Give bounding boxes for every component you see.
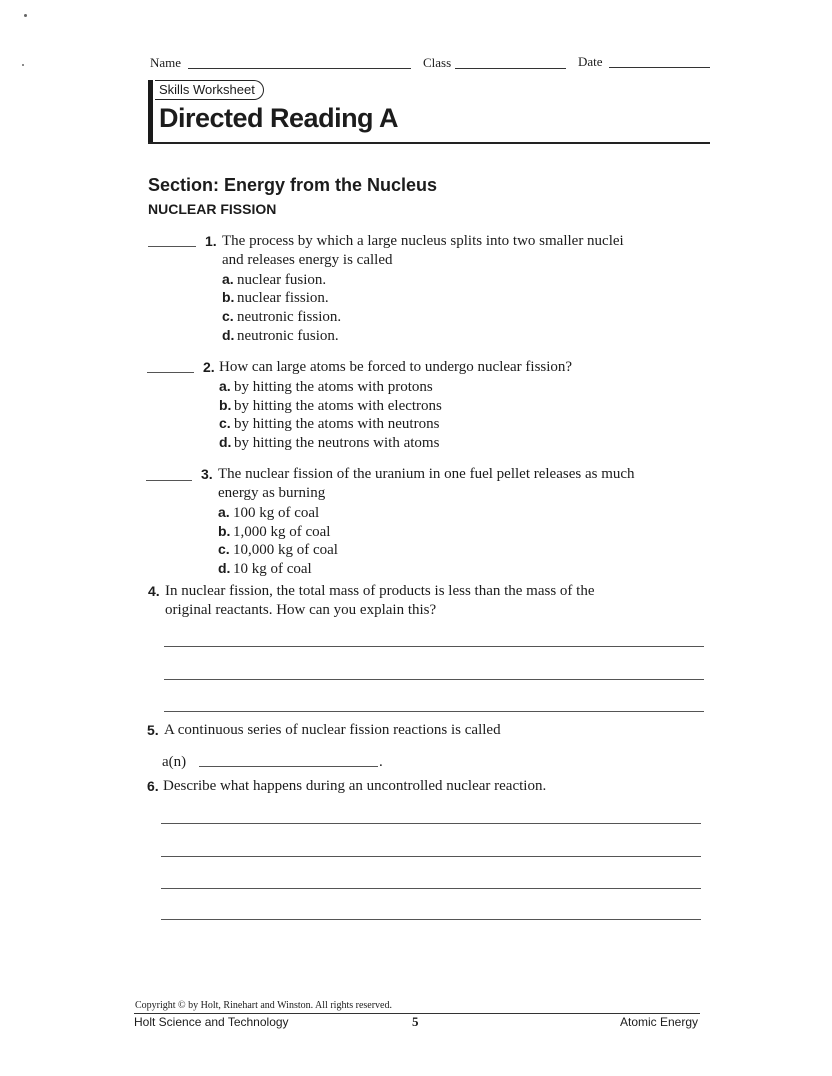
answer-blank-1[interactable] bbox=[148, 246, 196, 247]
option-a bbox=[222, 270, 326, 290]
answer-line[interactable] bbox=[161, 856, 701, 857]
option-letter: d. bbox=[219, 434, 232, 450]
title-underline bbox=[148, 142, 710, 144]
section-heading: Section: Energy from the Nucleus bbox=[148, 175, 438, 195]
option-b bbox=[219, 396, 442, 416]
question-number: 5. bbox=[147, 722, 159, 738]
option-letter: d. bbox=[218, 560, 231, 576]
scan-speck bbox=[22, 64, 24, 66]
question-number: 3. bbox=[201, 466, 213, 482]
footer-book-title: Holt Science and Technology bbox=[134, 1015, 289, 1029]
question-text: In nuclear fission, the total mass of products is less than the mass of the bbox=[165, 583, 595, 599]
name-field[interactable] bbox=[188, 68, 411, 69]
option-b bbox=[222, 288, 329, 308]
option-letter: a. bbox=[219, 378, 231, 394]
option-d bbox=[218, 559, 312, 579]
option-letter: b. bbox=[218, 523, 231, 539]
section-subheading: NUCLEAR FISSION bbox=[148, 201, 277, 217]
page-number: 5 bbox=[412, 1014, 419, 1029]
page-title: Directed Reading A bbox=[159, 103, 399, 133]
option-d bbox=[222, 326, 339, 346]
answer-line[interactable] bbox=[161, 823, 701, 824]
answer-line[interactable] bbox=[164, 646, 704, 647]
question-number: 4. bbox=[148, 583, 160, 599]
question-number: 6. bbox=[147, 778, 159, 794]
answer-line[interactable] bbox=[161, 888, 701, 889]
option-text: 1,000 kg of coal bbox=[233, 524, 331, 540]
class-label: Class bbox=[423, 55, 452, 70]
option-letter: d. bbox=[222, 327, 235, 343]
question-text: How can large atoms be forced to undergo nuclear fission? bbox=[219, 359, 573, 375]
footer-chapter-title: Atomic Energy bbox=[620, 1015, 699, 1029]
option-c bbox=[222, 307, 341, 327]
question-number: 2. bbox=[203, 359, 215, 375]
option-text: nuclear fusion. bbox=[237, 272, 327, 288]
fill-in-suffix: . bbox=[379, 754, 383, 770]
option-text: by hitting the atoms with electrons bbox=[234, 398, 442, 414]
option-text: nuclear fission. bbox=[237, 290, 329, 306]
option-c bbox=[219, 414, 439, 434]
option-text: by hitting the neutrons with atoms bbox=[234, 435, 440, 451]
question-text: A continuous series of nuclear fission reactions is called bbox=[164, 722, 501, 738]
question-text: Describe what happens during an uncontrolled nuclear reaction. bbox=[163, 778, 547, 794]
question-text: and releases energy is called bbox=[222, 252, 393, 268]
option-letter: c. bbox=[218, 541, 230, 557]
option-d bbox=[219, 433, 439, 453]
question-text: energy as burning bbox=[218, 485, 326, 501]
option-text: neutronic fission. bbox=[237, 309, 342, 325]
option-letter: a. bbox=[222, 271, 234, 287]
copyright-text: Copyright © by Holt, Rinehart and Winston. All rights reserved. bbox=[135, 1000, 392, 1011]
fill-in-blank[interactable] bbox=[199, 766, 378, 767]
question-text: The nuclear fission of the uranium in one fuel pellet releases as much bbox=[218, 466, 635, 482]
option-c bbox=[218, 540, 338, 560]
scan-speck bbox=[24, 14, 27, 17]
option-letter: b. bbox=[222, 289, 235, 305]
answer-line[interactable] bbox=[164, 711, 704, 712]
date-field[interactable] bbox=[609, 67, 710, 68]
date-label: Date bbox=[578, 54, 603, 69]
answer-blank-2[interactable] bbox=[147, 372, 194, 373]
option-text: by hitting the atoms with protons bbox=[234, 379, 433, 395]
answer-line[interactable] bbox=[161, 919, 701, 920]
answer-blank-3[interactable] bbox=[146, 480, 192, 481]
skills-worksheet-tag: Skills Worksheet bbox=[155, 80, 264, 100]
option-a bbox=[218, 503, 319, 523]
question-number: 1. bbox=[205, 233, 217, 249]
option-text: 100 kg of coal bbox=[233, 505, 320, 521]
option-a bbox=[219, 377, 433, 397]
option-text: neutronic fusion. bbox=[237, 328, 339, 344]
option-text: 10 kg of coal bbox=[233, 561, 312, 577]
option-letter: c. bbox=[219, 415, 231, 431]
class-field[interactable] bbox=[455, 68, 566, 69]
question-text: original reactants. How can you explain this? bbox=[165, 602, 437, 618]
name-label: Name bbox=[150, 55, 182, 70]
answer-line[interactable] bbox=[164, 679, 704, 680]
option-letter: c. bbox=[222, 308, 234, 324]
option-letter: a. bbox=[218, 504, 230, 520]
option-letter: b. bbox=[219, 397, 232, 413]
title-bar-accent bbox=[148, 80, 153, 144]
option-text: by hitting the atoms with neutrons bbox=[234, 416, 440, 432]
fill-in-prefix: a(n) bbox=[162, 754, 187, 770]
option-text: 10,000 kg of coal bbox=[233, 542, 338, 558]
question-text: The process by which a large nucleus splits into two smaller nuclei bbox=[222, 233, 624, 249]
option-b bbox=[218, 522, 330, 542]
